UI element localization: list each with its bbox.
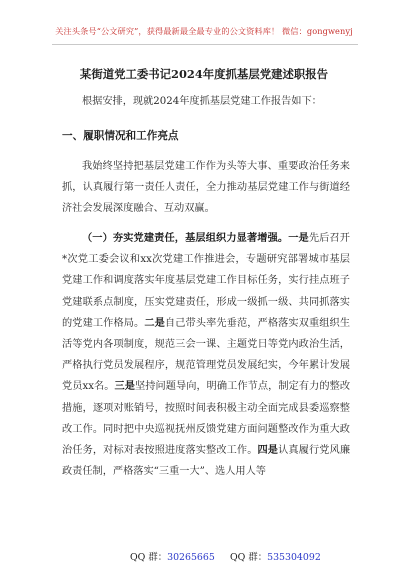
footer-qq-group-2	[230, 549, 321, 563]
enumeration-marker: 二是	[144, 316, 165, 329]
body-paragraph-2	[62, 228, 350, 482]
paragraph-text: 坚持问题导向，明确工作节点，制定有力的整改措施，逐项对账销号，按照时间表积极主动全面完成县委巡察整改工作。同时把中央巡视抚州反馈党建方面问题整改作为重大政治任务，对标对表按照进度落实整改工作。	[62, 381, 351, 457]
body-paragraph-1: 我始终坚持把基层党建工作作为头等大事、重要政治任务来抓，认真履行第一责任人责任，全力推动基层党建工作与街道经济社会发展深度融合、互动双赢。	[62, 161, 350, 215]
qq-label: QQ 群：	[130, 552, 168, 563]
header-banner: 关注头条号“公文研究”，获得最新最全最专业的公文资料库！ 微信：gongwenyj	[55, 26, 353, 36]
paragraph-text: 自己带头率先垂范，严格落实双重组织生活等党内各项制度，规范三会一课、主题党日等党内政治生活，严格执行党员发展程序，规范管理党员发展纪实，今年累计发展党员xx名。	[62, 317, 351, 393]
footer-qq-group-1	[130, 549, 215, 563]
qq-number: 30265665	[167, 552, 215, 563]
intro-paragraph: 根据安排，现就2024年度抓基层党建工作报告如下：	[82, 96, 322, 107]
section-heading: 一、履职情况和工作亮点	[62, 130, 179, 142]
enumeration-marker: 一是	[288, 232, 309, 244]
qq-number: 535304092	[267, 552, 321, 563]
paragraph-text: 先后召开*次党工委会议和xx次党建工作推进会，专题研究部署城市基层党建工作和调度落实年度基层党建工作目标任务，实行挂点班子党建联系点制度，压实党建责任，形成一级抓一级、共同抓落实的党建工作格局。	[62, 233, 350, 329]
enumeration-marker: 三是	[114, 380, 135, 393]
qq-label: QQ 群：	[230, 552, 268, 563]
header-divider	[52, 44, 358, 45]
document-title: 某街道党工委书记2024年度抓基层党建述职报告	[79, 67, 329, 81]
enumeration-marker: 四是	[257, 444, 279, 457]
paragraph-lead: （一）夯实党建责任，基层组织力显著增强。	[82, 232, 289, 244]
paragraph-text: 认真履行党风廉政责任制，严格落实“三重一大”、选人用人等	[62, 445, 351, 478]
